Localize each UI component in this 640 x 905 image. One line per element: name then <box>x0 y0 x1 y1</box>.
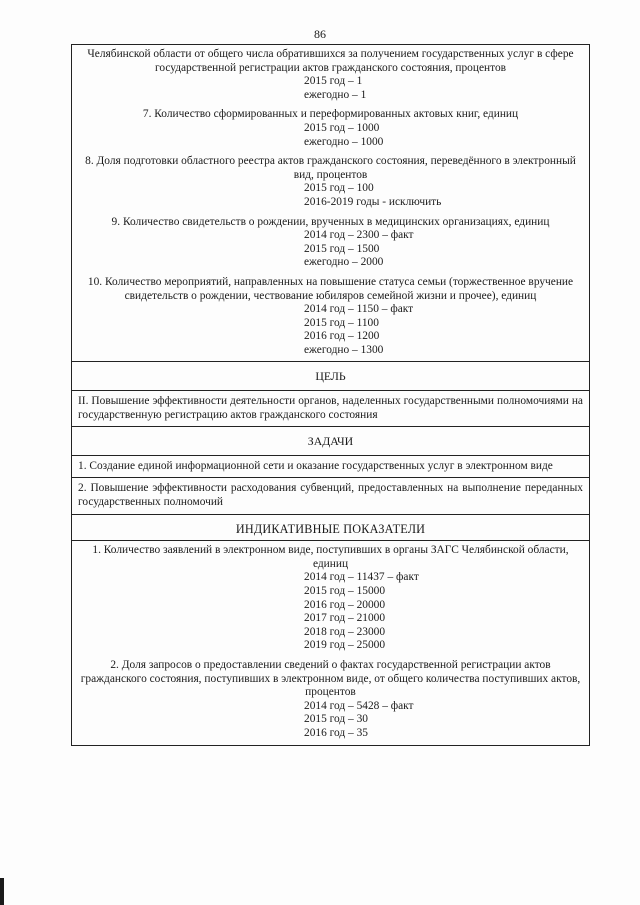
indicator-values <box>304 229 583 270</box>
indicator-value: 2014 год – 2300 – факт <box>304 229 414 242</box>
indicator-values <box>304 700 583 741</box>
page-number: 86 <box>314 27 326 41</box>
indicator-value: 2014 год – 11437 – факт <box>304 571 419 584</box>
indicator-item <box>78 270 583 358</box>
indicator-value: 2015 год – 15000 <box>304 585 386 597</box>
indicator-values <box>304 182 583 209</box>
indicator-item <box>78 149 583 209</box>
indicator-item <box>78 102 583 149</box>
indicator-value: ежегодно – 2000 <box>304 256 384 269</box>
indicator-value: 2014 год – 1150 – факт <box>304 303 414 316</box>
task-item: 2. Повышение эффективности расходования субвенций, предоставленных на выполнение переданных государственных полномочий <box>71 478 590 514</box>
scan-edge-mark <box>0 878 4 905</box>
indicator-values <box>304 75 583 102</box>
indicator-text: Челябинской области от общего числа обратившихся за получением государственных услуг в сфере государственной регистрации актов гражданского состояния, процентов <box>87 48 574 74</box>
indicator-values <box>304 303 583 357</box>
goal-header: ЦЕЛЬ <box>71 362 590 391</box>
indicator-value: 2016 год – 1200 <box>304 330 380 343</box>
document-table <box>71 44 590 746</box>
indicators-block <box>71 541 590 745</box>
indicator-item <box>78 541 583 653</box>
indicator-text: 9. Количество свидетельств о рождении, врученных в медицинских организациях, единиц <box>111 215 550 228</box>
indicator-value: 2015 год – 100 <box>304 182 374 195</box>
indicator-values <box>304 122 583 149</box>
indicator-value: 2015 год – 1 <box>304 75 363 88</box>
indicator-text: 8. Доля подготовки областного реестра актов гражданского состояния, переведённого в электронный вид, процентов <box>85 155 576 181</box>
indicator-value: 2016 год – 35 <box>304 726 368 739</box>
indicator-value: 2017 год – 21000 <box>304 612 386 625</box>
indicator-value: 2019 год – 25000 <box>304 639 386 652</box>
indicator-value: ежегодно – 1 <box>304 88 367 101</box>
indicator-value: 2015 год – 1500 <box>304 242 380 255</box>
indicator-value: 2014 год – 5428 – факт <box>304 699 414 712</box>
indicator-values <box>304 571 583 653</box>
indicator-value: 2015 год – 1000 <box>304 121 380 134</box>
goal-text: II. Повышение эффективности деятельности органов, наделенных государственными полномочиями на государственную регистрацию актов гражданского состояния <box>71 391 590 427</box>
indicator-value: ежегодно – 1000 <box>304 135 384 148</box>
indicator-value: 2015 год – 30 <box>304 713 368 726</box>
task-item: 1. Создание единой информационной сети и оказание государственных услуг в электронном виде <box>71 456 590 479</box>
indicator-item <box>78 210 583 270</box>
indicator-value: ежегодно – 1300 <box>304 343 384 356</box>
indicator-value: 2016 год – 20000 <box>304 598 386 611</box>
indicator-value: 2016-2019 годы - исключить <box>304 195 442 208</box>
indicator-text: 2. Доля запросов о предоставлении сведений о фактах государственной регистрации актов гражданского состояния, поступивших в электронном виде, от общего количества поступивших актов, процентов <box>80 658 581 699</box>
indicators-continued-block <box>71 44 590 362</box>
indicator-item <box>78 653 583 741</box>
indicator-text: 7. Количество сформированных и переформированных актовых книг, единиц <box>142 108 519 121</box>
tasks-header: ЗАДАЧИ <box>71 427 590 456</box>
indicator-item <box>78 45 583 102</box>
indicator-value: 2015 год – 1100 <box>304 316 379 329</box>
indicators-header: ИНДИКАТИВНЫЕ ПОКАЗАТЕЛИ <box>71 515 590 542</box>
indicator-value: 2018 год – 23000 <box>304 625 386 638</box>
indicator-text: 10. Количество мероприятий, направленных на повышение статуса семьи (торжественное вручение свидетельств о рождении, чествование юбиляров семейной жизни и прочее), единиц <box>87 275 574 302</box>
indicator-text: 1. Количество заявлений в электронном виде, поступивших в органы ЗАГС Челябинской области, единиц <box>92 544 569 570</box>
